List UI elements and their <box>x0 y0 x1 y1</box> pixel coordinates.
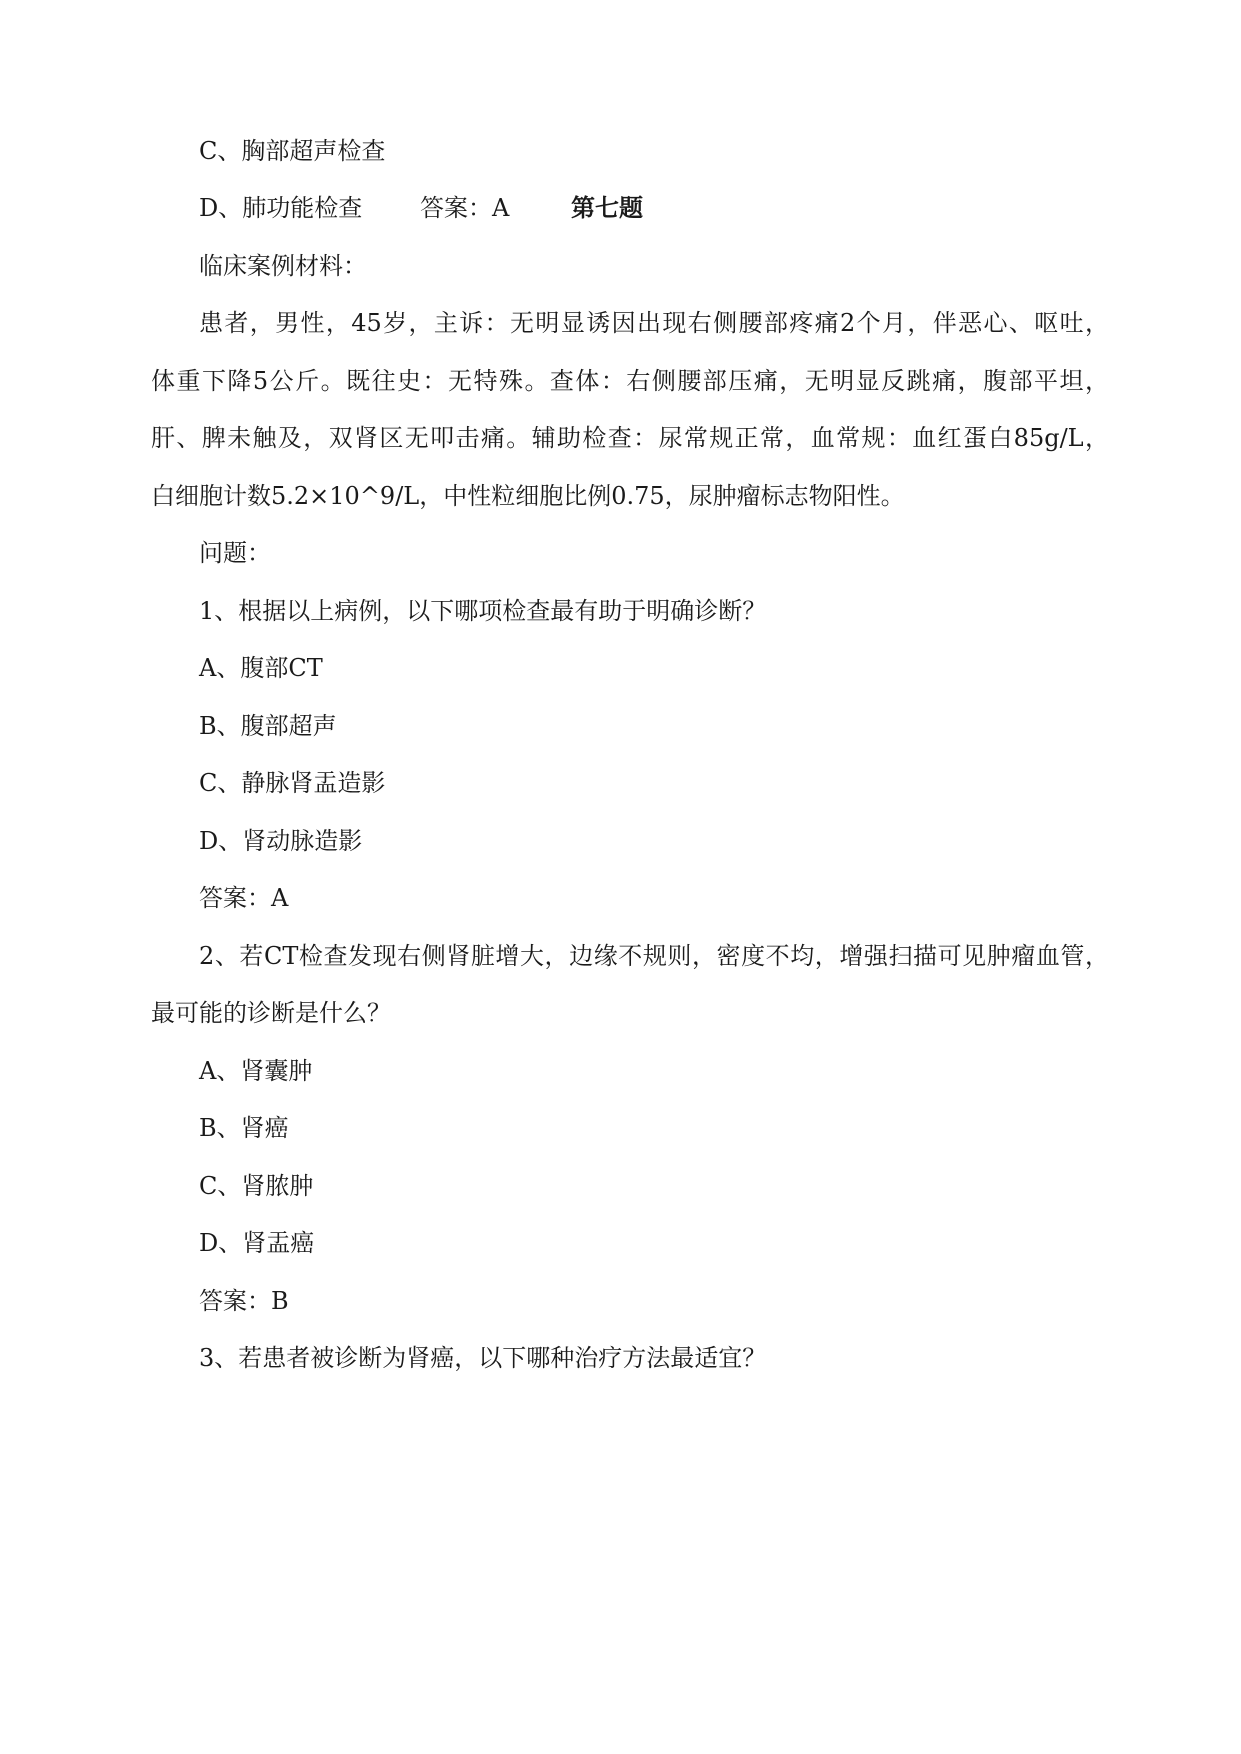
prev-answer: 答案：A <box>420 194 510 222</box>
case-text-line-4: 白细胞计数5.2×10^9/L，中性粒细胞比例0.75，尿肿瘤标志物阳性。 <box>151 482 905 510</box>
case-text-line-1: 患者，男性，45岁，主诉：无明显诱因出现右侧腰部疼痛2个月，伴恶心、呕吐， <box>199 309 1109 337</box>
q1-option-c: C、静脉肾盂造影 <box>199 769 386 797</box>
q2-answer: 答案：B <box>199 1287 289 1315</box>
q2-stem-line-2: 最可能的诊断是什么？ <box>151 999 391 1027</box>
q3-stem: 3、若患者被诊断为肾癌，以下哪种治疗方法最适宜？ <box>199 1344 767 1372</box>
case-label: 临床案例材料： <box>199 252 367 280</box>
q2-option-b: B、肾癌 <box>199 1114 289 1142</box>
case-text-line-2: 体重下降5公斤。既往史：无特殊。查体：右侧腰部压痛，无明显反跳痛，腹部平坦， <box>151 367 1109 395</box>
q2-option-d: D、肾盂癌 <box>199 1229 315 1257</box>
prev-option-c: C、胸部超声检查 <box>199 137 386 165</box>
q1-option-a: A、腹部CT <box>199 654 323 682</box>
q2-stem-line-1: 2、若CT检查发现右侧肾脏增大，边缘不规则，密度不均，增强扫描可见肿瘤血管， <box>199 942 1109 970</box>
q1-stem: 1、根据以上病例，以下哪项检查最有助于明确诊断？ <box>199 597 767 625</box>
case-text-line-3: 肝、脾未触及，双肾区无叩击痛。辅助检查：尿常规正常，血常规：血红蛋白85g/L， <box>151 424 1109 452</box>
prev-option-d: D、肺功能检查 <box>199 194 363 222</box>
questions-label: 问题： <box>199 539 271 567</box>
q2-option-a: A、肾囊肿 <box>199 1057 313 1085</box>
q1-option-d: D、肾动脉造影 <box>199 827 363 855</box>
q1-option-b: B、腹部超声 <box>199 712 337 740</box>
q2-option-c: C、肾脓肿 <box>199 1172 314 1200</box>
section-heading: 第七题 <box>571 194 643 222</box>
q1-answer: 答案：A <box>199 884 289 912</box>
